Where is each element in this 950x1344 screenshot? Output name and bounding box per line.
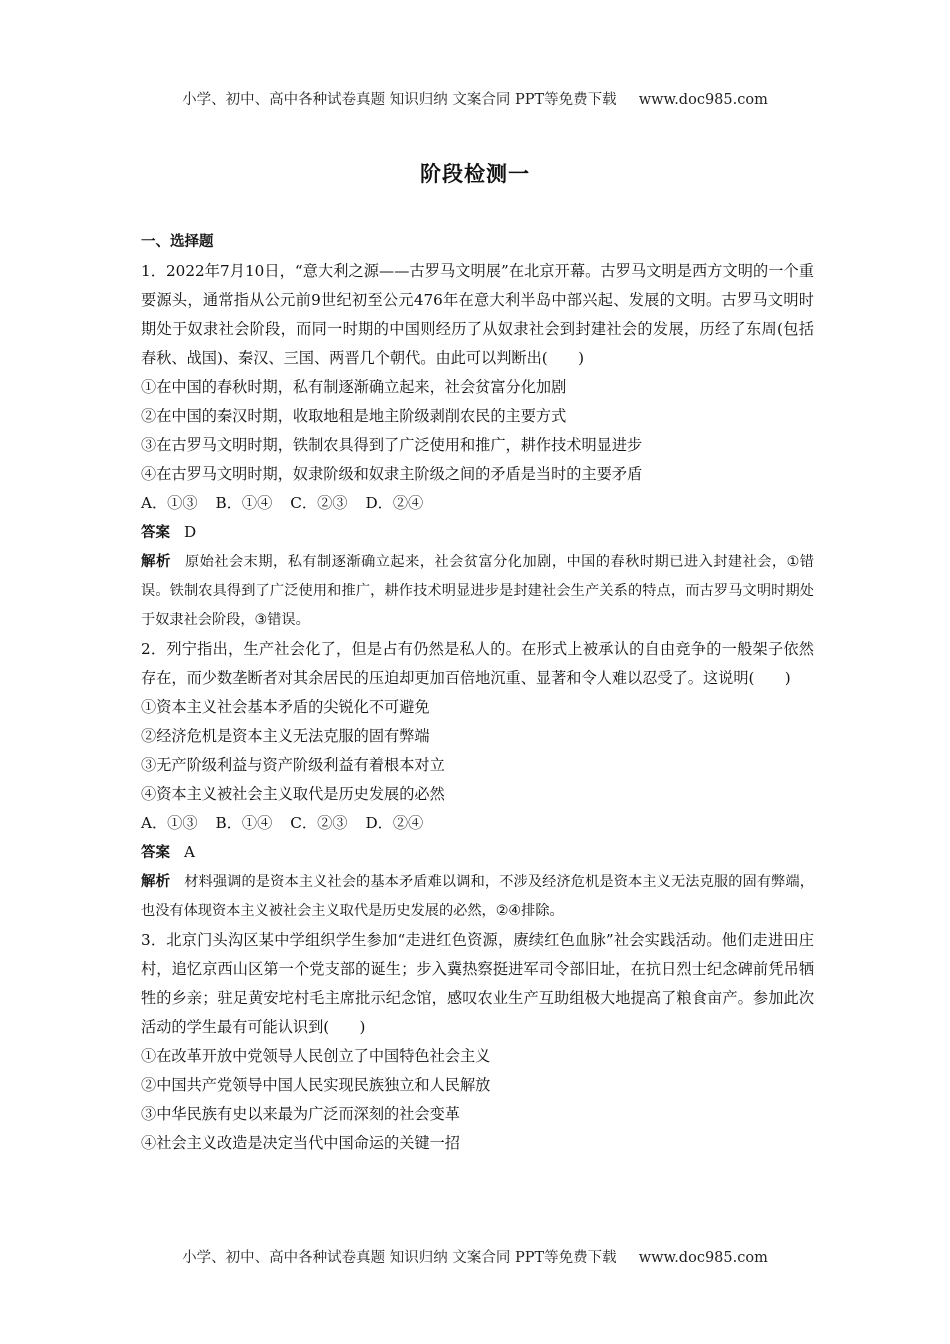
header-text: 小学、初中、高中各种试卷真题 知识归纳 文案合同 PPT等免费下载	[182, 92, 617, 108]
answer-label: 答案	[141, 525, 170, 541]
question-2-analysis	[141, 868, 814, 926]
answer-value: D	[184, 523, 197, 541]
question-1-option-c: C．②③	[290, 494, 348, 512]
question-2-option-c: C．②③	[290, 814, 348, 832]
question-3-item-3: ③中华民族有史以来最为广泛而深刻的社会变革	[141, 1105, 460, 1123]
question-3-item-2: ②中国共产党领导中国人民实现民族独立和人民解放	[141, 1076, 491, 1094]
question-2-option-a: A．①③	[141, 814, 198, 832]
question-2-item-2: ②经济危机是资本主义无法克服的固有弊端	[141, 727, 430, 745]
footer-site: www.doc985.com	[638, 1250, 768, 1266]
page-footer	[0, 1246, 950, 1267]
question-1-item-4: ④在古罗马文明时期，奴隶阶级和奴隶主阶级之间的矛盾是当时的主要矛盾	[141, 465, 643, 483]
question-2-answer	[141, 838, 814, 868]
question-3-item-1: ①在改革开放中党领导人民创立了中国特色社会主义	[141, 1047, 491, 1065]
section-heading: 一、选择题	[141, 234, 214, 250]
page-title: 阶段检测一	[420, 162, 530, 186]
question-2-item-3: ③无产阶级利益与资产阶级利益有着根本对立	[141, 756, 445, 774]
question-1-option-d: D．②④	[365, 494, 424, 512]
question-3-stem: 3．北京门头沟区某中学组织学生参加“走进红色资源，赓续红色血脉”社会实践活动。他们走进田庄村，追忆京西山区第一个党支部的诞生；步入冀热察挺进军司令部旧址，在抗日烈士纪念碑前凭吊牺牲的乡亲；驻足黄安坨村毛主席批示纪念馆，感叹农业生产互助组极大地提高了粮食亩产。参加此次活动的学生最有可能认识到( )	[141, 931, 814, 1036]
question-2-option-d: D．②④	[365, 814, 424, 832]
header-site: www.doc985.com	[638, 92, 768, 108]
question-1-stem: 1．2022年7月10日，“意大利之源——古罗马文明展”在北京开幕。古罗马文明是西方文明的一个重要源头，通常指从公元前9世纪初至公元476年在意大利半岛中部兴起、发展的文明。古罗马文明时期处于奴隶社会阶段，而同一时期的中国则经历了从奴隶社会到封建社会的发展，历经了东周(包括春秋、战国)、秦汉、三国、两晋几个朝代。由此可以判断出( )	[141, 262, 814, 367]
question-1-option-b: B．①④	[215, 494, 273, 512]
answer-value: A	[184, 843, 195, 861]
question-2-option-b: B．①④	[215, 814, 273, 832]
question-1-item-2: ②在中国的秦汉时期，收取地租是地主阶级剥削农民的主要方式	[141, 407, 567, 425]
question-1-option-a: A．①③	[141, 494, 198, 512]
analysis-text: 材料强调的是资本主义社会的基本矛盾难以调和，不涉及经济危机是资本主义无法克服的固有弊端，也没有体现资本主义被社会主义取代是历史发展的必然，②④排除。	[141, 874, 814, 919]
question-1-analysis	[141, 548, 814, 635]
analysis-label: 解析	[141, 874, 171, 890]
question-1-item-1: ①在中国的春秋时期，私有制逐渐确立起来，社会贫富分化加剧	[141, 378, 567, 396]
question-2-item-1: ①资本主义社会基本矛盾的尖锐化不可避免	[141, 698, 430, 716]
question-1-item-3: ③在古罗马文明时期，铁制农具得到了广泛使用和推广，耕作技术明显进步	[141, 436, 643, 454]
question-2-options	[141, 809, 814, 838]
question-2-item-4: ④资本主义被社会主义取代是历史发展的必然	[141, 785, 445, 803]
footer-text: 小学、初中、高中各种试卷真题 知识归纳 文案合同 PPT等免费下载	[182, 1250, 617, 1266]
question-3-item-4: ④社会主义改造是决定当代中国命运的关键一招	[141, 1134, 460, 1152]
answer-label: 答案	[141, 845, 170, 861]
page-header	[0, 88, 950, 109]
analysis-text: 原始社会末期，私有制逐渐确立起来，社会贫富分化加剧，中国的春秋时期已进入封建社会，①错误。铁制农具得到了广泛使用和推广，耕作技术明显进步是封建社会生产关系的特点，而古罗马文明时期处于奴隶社会阶段，③错误。	[141, 554, 814, 628]
question-1-answer	[141, 518, 814, 548]
question-1-options	[141, 489, 814, 518]
analysis-label: 解析	[141, 554, 171, 570]
question-2-stem: 2．列宁指出，生产社会化了，但是占有仍然是私人的。在形式上被承认的自由竞争的一般架子依然存在，而少数垄断者对其余居民的压迫却更加百倍地沉重、显著和令人难以忍受了。这说明( )	[141, 640, 814, 687]
document-body	[141, 228, 814, 1158]
